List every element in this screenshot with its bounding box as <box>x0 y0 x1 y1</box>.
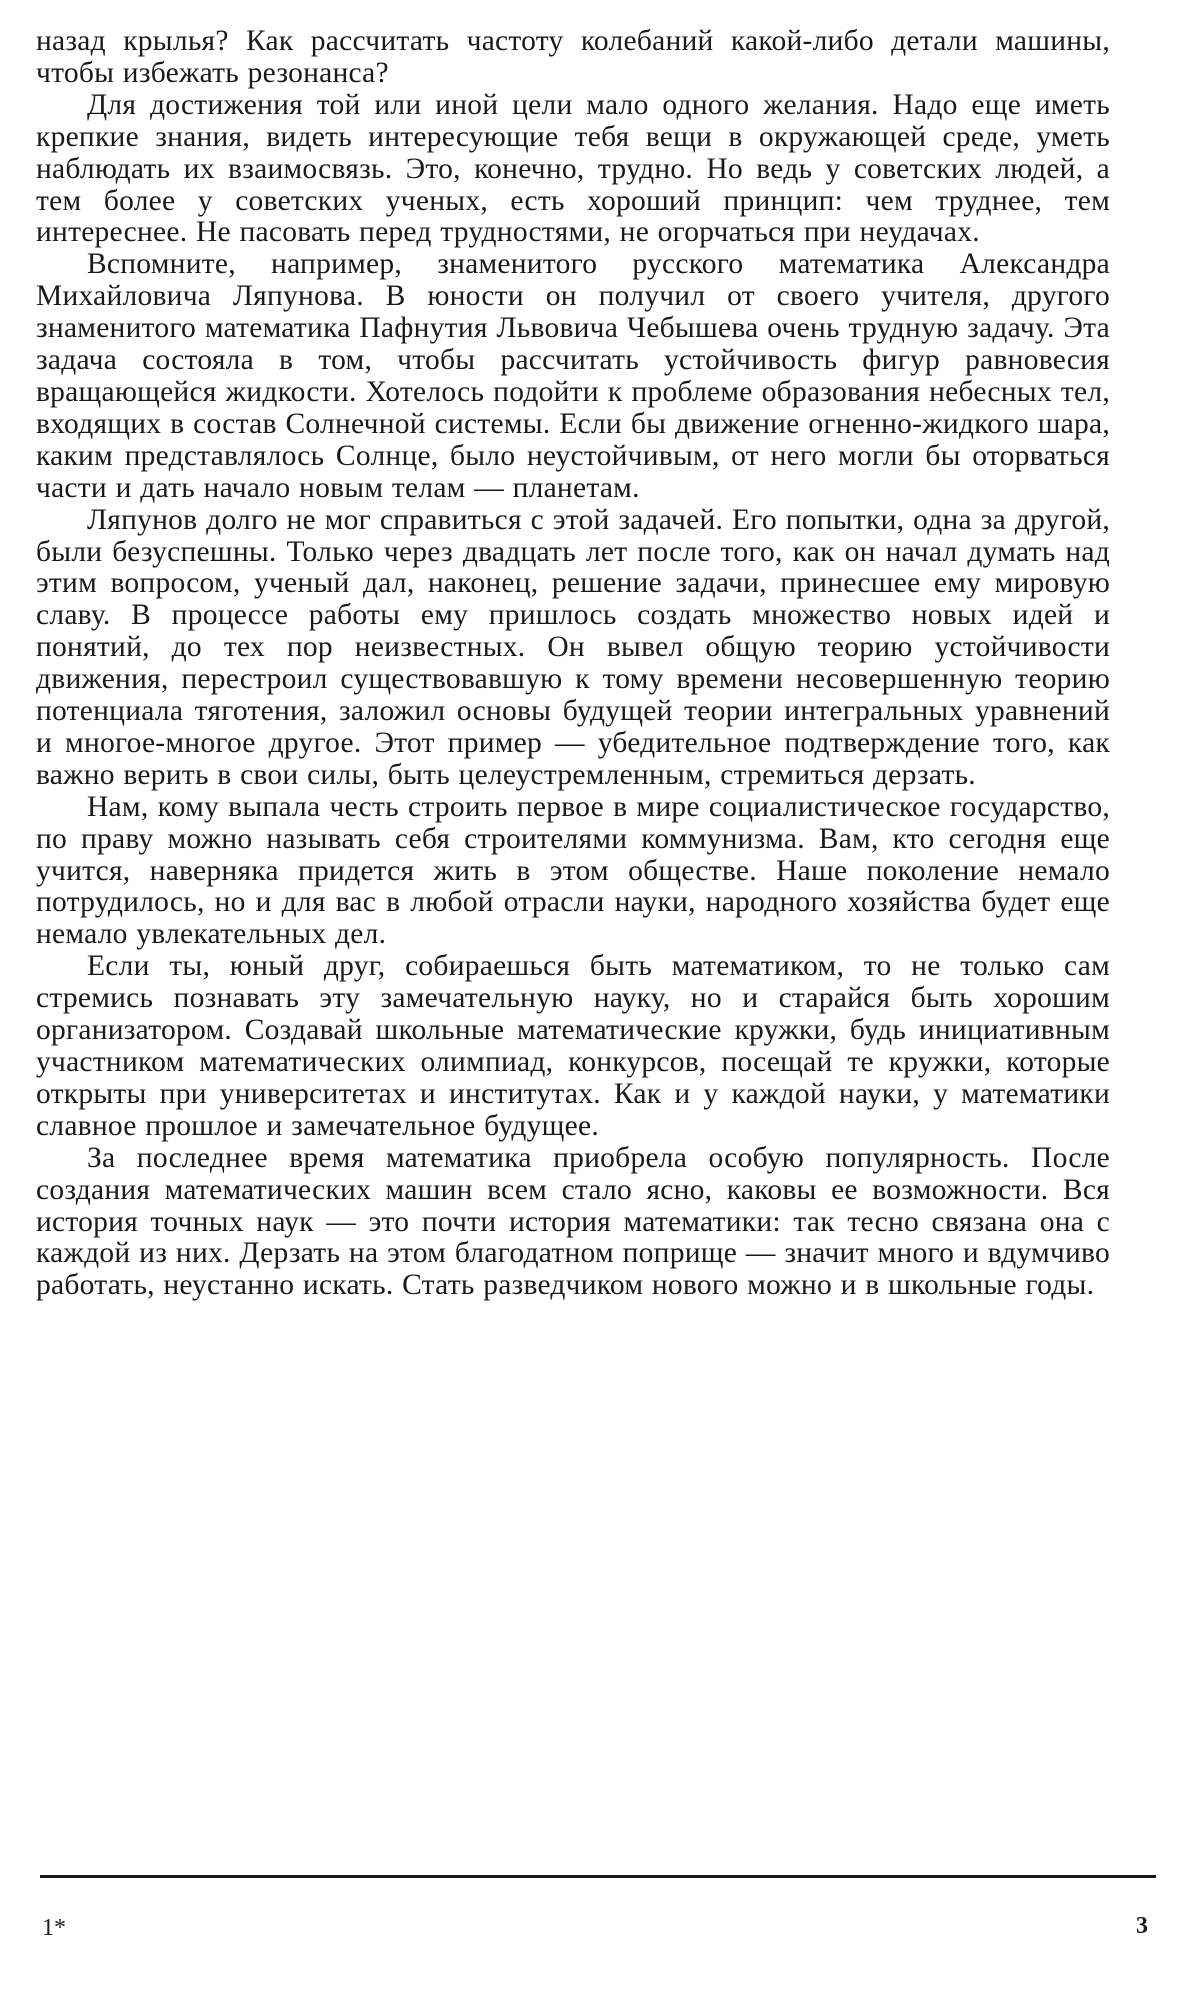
paragraph-young-friend: Если ты, юный друг, собираешься быть математиком, то не только сам стремись познавать эту замечательную науку, но и старайся быть хорошим организатором. Создавай школьные математические кружки, будь инициативным участником математических олимпиад, конкурсов, посещай те кружки, которые открыты при университетах и институтах. Как и у каждой науки, у математики славное прошлое и замечательное будущее. <box>36 950 1110 1142</box>
signature-mark: 1* <box>42 1915 66 1941</box>
paragraph-mathematics-popularity: За последнее время математика приобрела особую популярность. После создания математических машин всем стало ясно, каковы ее возможности. Вся история точных наук — это почти история математики: так тесно связана она с каждой из них. Дерзать на этом благодатном поприще — значит много и вдумчиво работать, неустанно искать. Стать разведчиком нового можно и в школьные годы. <box>36 1141 1110 1302</box>
footer-divider <box>40 1875 1156 1878</box>
paragraph-goal-achievement: Для достижения той или иной цели мало одного желания. Надо еще иметь крепкие знания, видеть интересующие тебя вещи в окружающей среде, уметь наблюдать их взаимосвязь. Это, конечно, трудно. Но ведь у советских людей, а тем более у советских ученых, есть хороший принцип: чем труднее, тем интереснее. Не пасовать перед трудностями, не огорчаться при неудачах. <box>36 88 1110 249</box>
page-body-text <box>36 26 1110 1302</box>
paragraph-lyapunov-solution: Ляпунов долго не мог справиться с этой задачей. Его попытки, одна за другой, были безуспешны. Только через двадцать лет после того, как он начал думать над этим вопросом, ученый дал, наконец, решение задачи, принесшее ему мировую славу. В процессе работы ему пришлось создать множество новых идей и понятий, до тех пор неизвестных. Он вывел общую теорию устойчивости движения, перестроил существовавшую к тому времени несовершенную теорию потенциала тяготения, заложил основы будущей теории интегральных уравнений и многое-многое другое. Этот пример — убедительное подтверждение того, как важно верить в свои силы, быть целеустремленным, стремиться дерзать. <box>36 503 1110 791</box>
page-number: 3 <box>1136 1913 1148 1939</box>
paragraph-continuation: назад крылья? Как рассчитать частоту колебаний какой-либо детали машины, чтобы избежать резонанса? <box>36 25 1110 89</box>
paragraph-socialist-state: Нам, кому выпала честь строить первое в мире социалистическое государство, по праву можно называть себя строителями коммунизма. Вам, кто сегодня еще учится, наверняка придется жить в этом обществе. Наше поколение немало потрудилось, но и для вас в любой отрасли науки, народного хозяйства будет еще немало увлекательных дел. <box>36 790 1110 951</box>
paragraph-lyapunov-task: Вспомните, например, знаменитого русского математика Александра Михайловича Ляпунова. В юности он получил от своего учителя, другого знаменитого математика Пафнутия Львовича Чебышева очень трудную задачу. Эта задача состояла в том, чтобы рассчитать устойчивость фигур равновесия вращающейся жидкости. Хотелось подойти к проблеме образования небесных тел, входящих в состав Солнечной системы. Если бы движение огненно-жидкого шара, каким представлялось Солнце, было неустойчивым, от него могли бы оторваться части и дать начало новым телам — планетам. <box>36 248 1110 504</box>
